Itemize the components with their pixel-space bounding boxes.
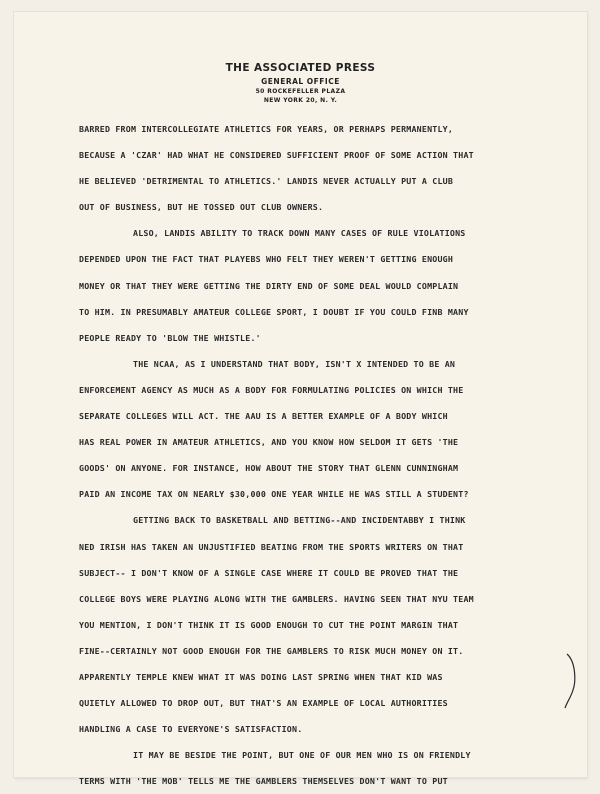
text-line: HAS REAL POWER IN AMATEUR ATHLETICS, AND YOU KNOW HOW SELDOM IT GETS 'THE [79, 437, 459, 448]
text-line: OUT OF BUSINESS, BUT HE TOSSED OUT CLUB OWNERS. [79, 202, 324, 213]
text-line: GOODS' ON ANYONE. FOR INSTANCE, HOW ABOUT THE STORY THAT GLENN CUNNINGHAM [79, 463, 459, 474]
text-line: THE NCAA, AS I UNDERSTAND THAT BODY, ISN'T X INTENDED TO BE AN [133, 358, 456, 369]
letterhead-address: 50 ROCKEFELLER PLAZA [255, 88, 346, 95]
text-line: HANDLING A CASE TO EVERYONE'S SATISFACTION. [79, 724, 303, 735]
letterhead-organization: THE ASSOCIATED PRESS [225, 62, 376, 74]
text-line: MONEY OR THAT THEY WERE GETTING THE DIRTY END OF SOME DEAL WOULD COMPLAIN [79, 280, 459, 291]
text-line: PAID AN INCOME TAX ON NEARLY $30,000 ONE YEAR WHILE HE WAS STILL A STUDENT? [79, 489, 469, 500]
letterhead-office: GENERAL OFFICE [261, 77, 340, 86]
text-line: APPARENTLY TEMPLE KNEW WHAT IT WAS DOING LAST SPRING WHEN THAT KID WAS [79, 671, 443, 682]
text-line: IT MAY BE BESIDE THE POINT, BUT ONE OF OUR MEN WHO IS ON FRIENDLY [133, 750, 471, 761]
margin-bracket-mark [564, 652, 580, 712]
text-line: ALSO, LANDIS ABILITY TO TRACK DOWN MANY CASES OF RULE VIOLATIONS [133, 228, 466, 239]
text-line: TERMS WITH 'THE MOB' TELLS ME THE GAMBLERS THEMSELVES DON'T WANT TO PUT [79, 776, 448, 787]
letter-page [14, 12, 587, 787]
text-line: PEOPLE READY TO 'BLOW THE WHISTLE.' [79, 332, 261, 343]
text-line: BARRED FROM INTERCOLLEGIATE ATHLETICS FOR YEARS, OR PERHAPS PERMANENTLY, [79, 124, 454, 134]
text-line: BECAUSE A 'CZAR' HAD WHAT HE CONSIDERED SUFFICIENT PROOF OF SOME ACTION THAT [79, 150, 474, 161]
text-line: ENFORCEMENT AGENCY AS MUCH AS A BODY FOR FORMULATING POLICIES ON WHICH THE [79, 384, 464, 395]
text-line: GETTING BACK TO BASKETBALL AND BETTING--AND INCIDENTABBY I THINK [133, 515, 466, 526]
letter-body [79, 116, 584, 794]
text-line: HE BELIEVED 'DETRIMENTAL TO ATHLETICS.' LANDIS NEVER ACTUALLY PUT A CLUB [79, 176, 454, 187]
text-line: SEPARATE COLLEGES WILL ACT. THE AAU IS A BETTER EXAMPLE OF A BODY WHICH [79, 411, 448, 422]
text-line: NED IRISH HAS TAKEN AN UNJUSTIFIED BEATING FROM THE SPORTS WRITERS ON THAT [79, 541, 464, 552]
letterhead [14, 62, 587, 104]
text-line: SUBJECT-- I DON'T KNOW OF A SINGLE CASE WHERE IT COULD BE PROVED THAT THE [79, 567, 459, 578]
text-line: YOU MENTION, I DON'T THINK IT IS GOOD ENOUGH TO CUT THE POINT MARGIN THAT [79, 619, 459, 630]
letterhead-city: NEW YORK 20, N. Y. [263, 97, 338, 104]
text-line: TO HIM. IN PRESUMABLY AMATEUR COLLEGE SPORT, I DOUBT IF YOU COULD FINB MANY [79, 306, 469, 317]
text-line: FINE--CERTAINLY NOT GOOD ENOUGH FOR THE GAMBLERS TO RISK MUCH MONEY ON IT. [79, 645, 464, 656]
text-line: COLLEGE BOYS WERE PLAYING ALONG WITH THE GAMBLERS. HAVING SEEN THAT NYU TEAM [79, 593, 474, 604]
text-line: DEPENDED UPON THE FACT THAT PLAYEBS WHO FELT THEY WEREN'T GETTING ENOUGH [79, 254, 454, 265]
text-line: QUIETLY ALLOWED TO DROP OUT, BUT THAT'S AN EXAMPLE OF LOCAL AUTHORITIES [79, 698, 448, 709]
